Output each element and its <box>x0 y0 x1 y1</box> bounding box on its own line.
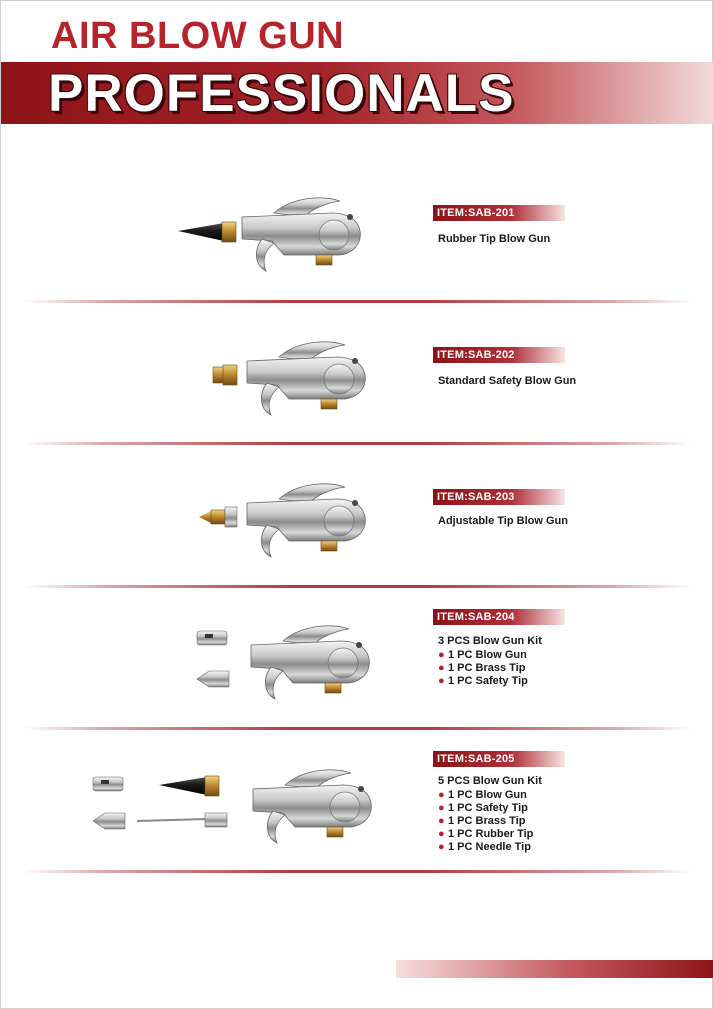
blow-gun-kit-5pcs-image <box>89 765 381 845</box>
list-item: ● 1 PC Blow Gun <box>438 649 527 661</box>
section-divider <box>23 727 693 730</box>
standard-safety-blow-gun-image <box>209 337 379 417</box>
list-item: ● 1 PC Safety Tip <box>438 802 528 814</box>
adjustable-tip-blow-gun-image <box>197 479 377 559</box>
catalog-title: AIR BLOW GUN <box>51 15 345 57</box>
item-code: ITEM:SAB-201 <box>433 205 565 221</box>
item-description: 5 PCS Blow Gun Kit <box>438 775 542 787</box>
item-description: Standard Safety Blow Gun <box>438 375 577 387</box>
list-item: ● 1 PC Brass Tip <box>438 662 526 674</box>
rubber-tip-blow-gun-image <box>176 195 376 275</box>
list-item: ● 1 PC Safety Tip <box>438 675 528 687</box>
list-item: ● 1 PC Brass Tip <box>438 815 526 827</box>
item-code: ITEM:SAB-205 <box>433 751 565 767</box>
item-description: Adjustable Tip Blow Gun <box>438 515 568 527</box>
item-description: Rubber Tip Blow Gun <box>438 233 551 245</box>
kit-contents-list <box>438 789 533 854</box>
item-code: ITEM:SAB-204 <box>433 609 565 625</box>
blow-gun-kit-3pcs-image <box>191 621 381 701</box>
list-item: ● 1 PC Blow Gun <box>438 789 527 801</box>
list-item: ● 1 PC Rubber Tip <box>438 828 534 840</box>
section-divider <box>23 442 693 445</box>
section-divider <box>23 870 693 873</box>
item-code: ITEM:SAB-203 <box>433 489 565 505</box>
section-divider <box>23 300 693 303</box>
list-item: ● 1 PC Needle Tip <box>438 841 531 853</box>
item-description: 3 PCS Blow Gun Kit <box>438 635 542 647</box>
kit-contents-list <box>438 649 528 688</box>
section-divider <box>23 585 693 588</box>
catalog-subtitle: PROFESSIONALS <box>48 64 515 123</box>
footer-band <box>396 960 713 978</box>
item-code: ITEM:SAB-202 <box>433 347 565 363</box>
